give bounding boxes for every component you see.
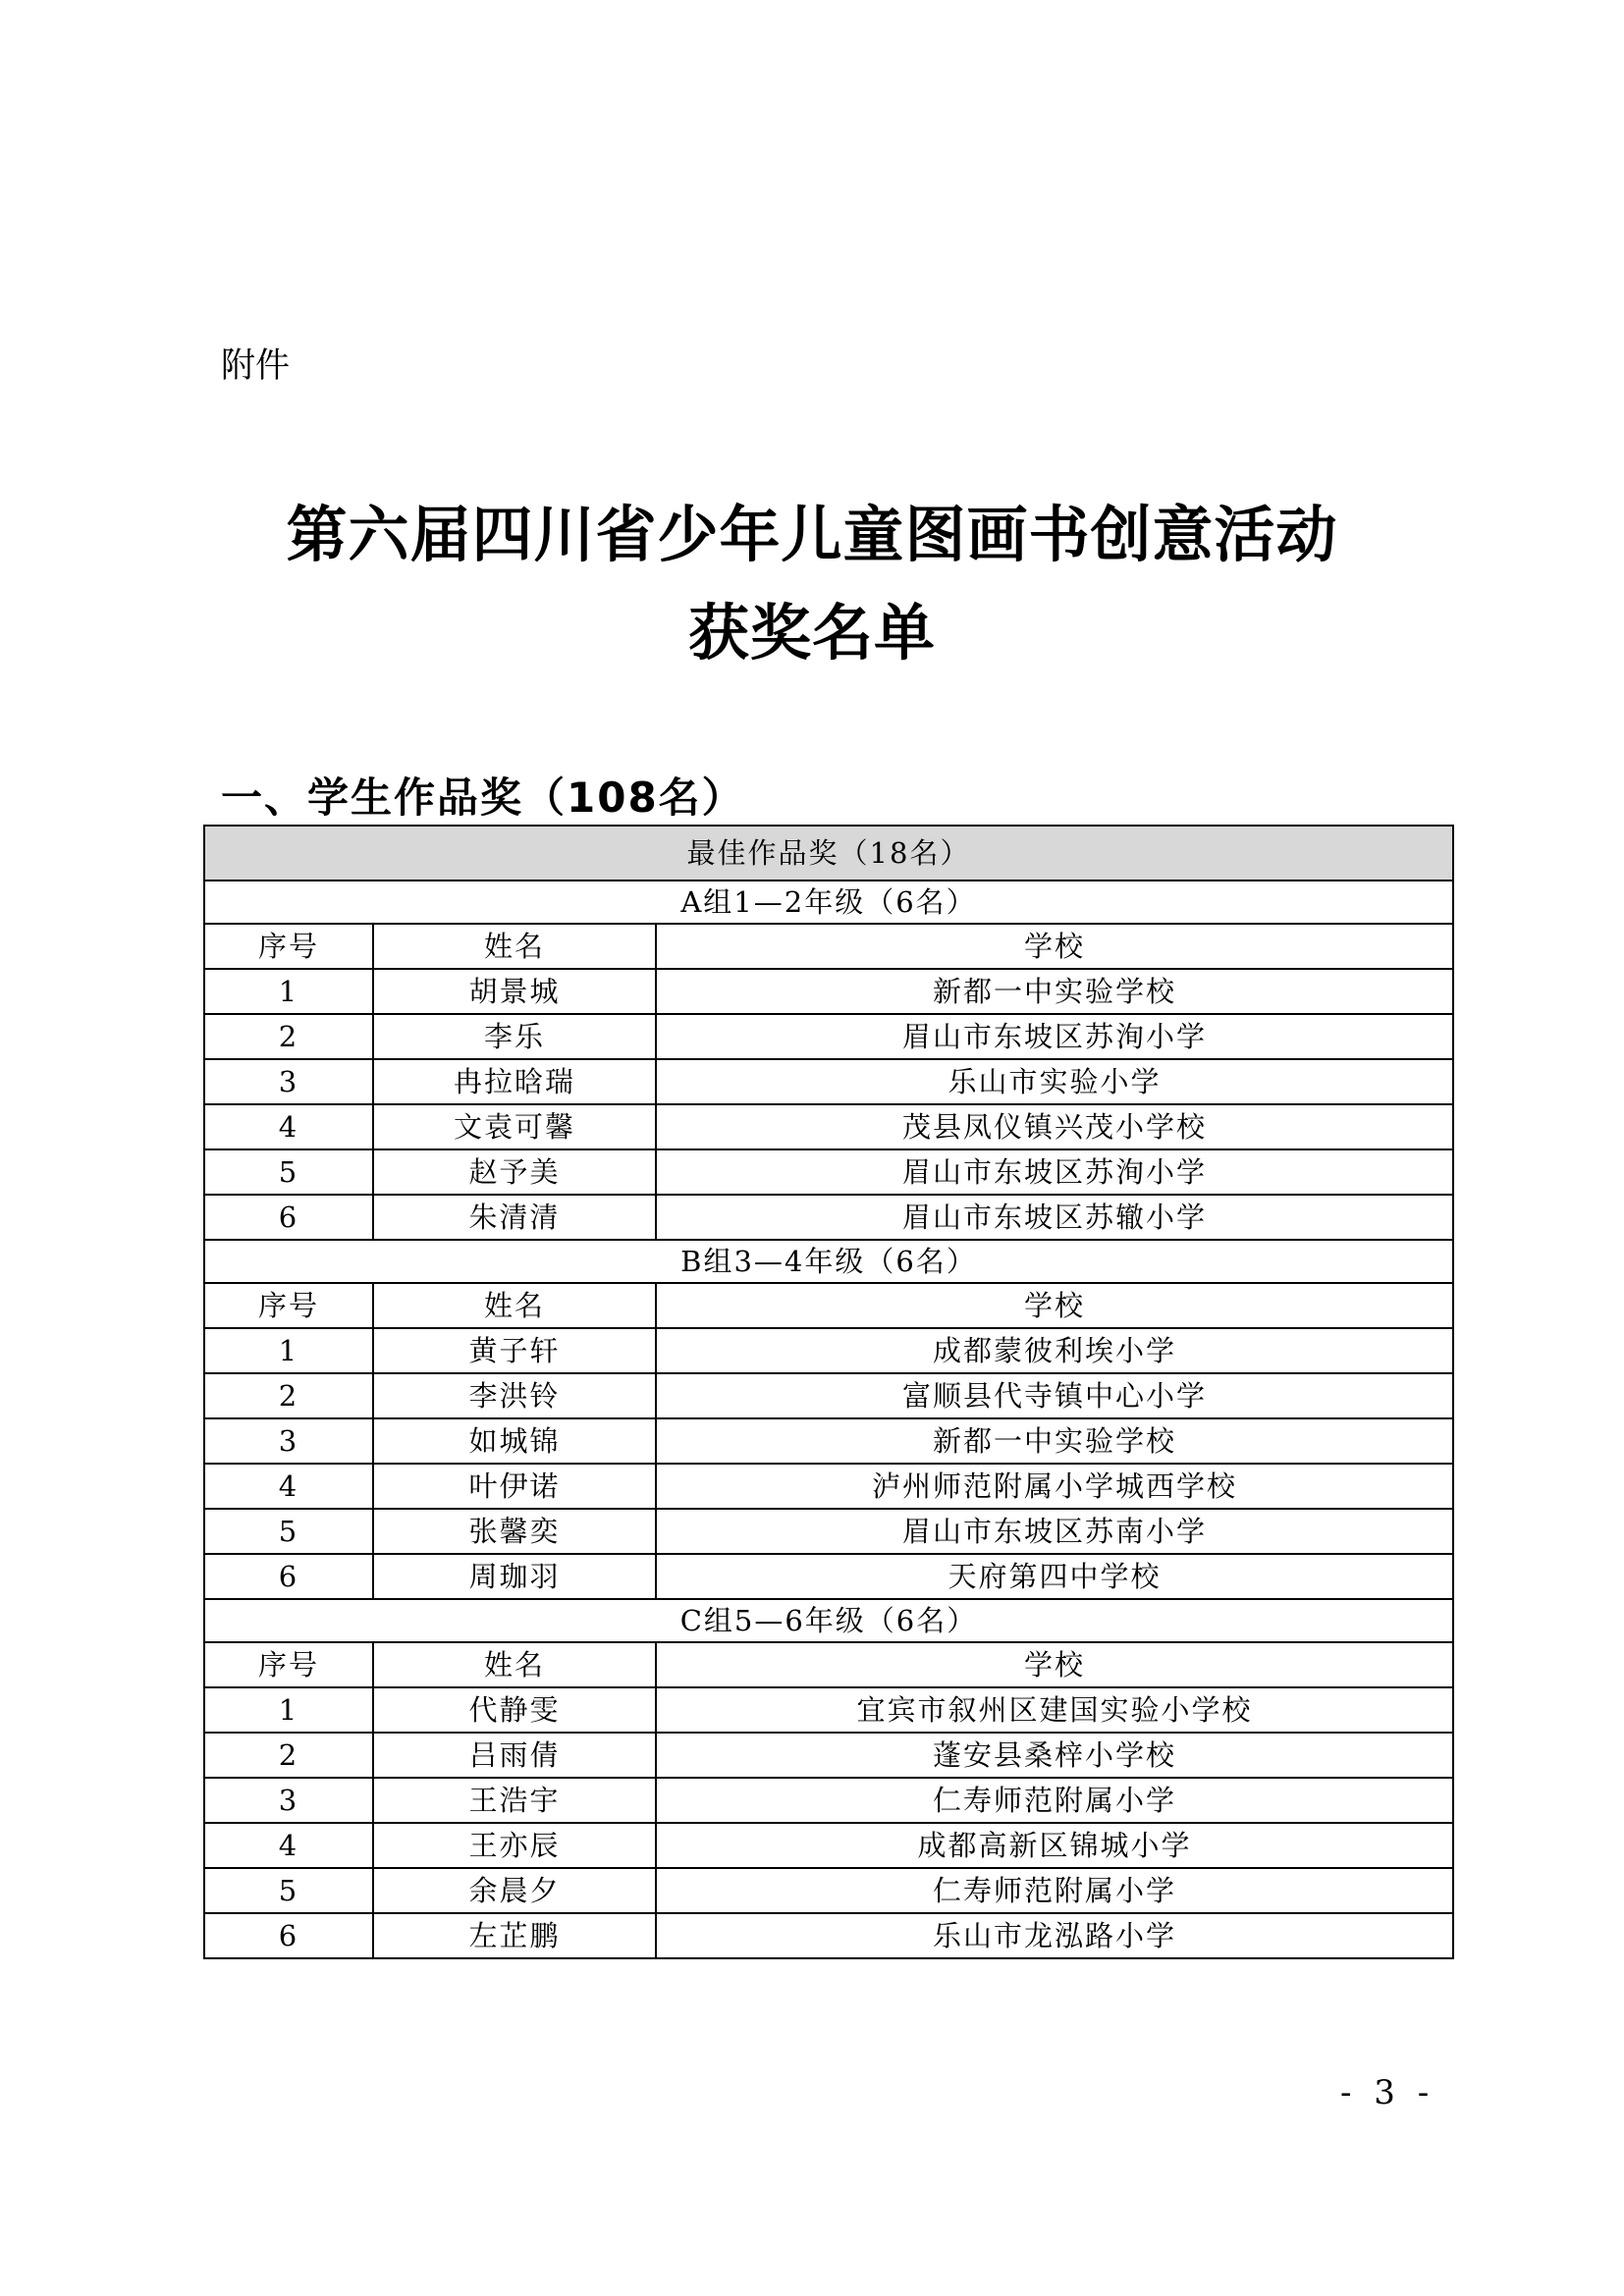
row-index: 4: [204, 1464, 373, 1509]
row-index: 4: [204, 1104, 373, 1149]
table-row: [204, 1464, 1453, 1509]
row-index: 1: [204, 969, 373, 1014]
group-header-row: [204, 881, 1453, 924]
column-header-name: 姓名: [373, 924, 656, 969]
row-index: 4: [204, 1823, 373, 1868]
group-title: B组3—4年级（6名）: [204, 1240, 1453, 1283]
document-title: 第六届四川省少年儿童图画书创意活动: [286, 499, 1338, 570]
student-name: 冉拉晗瑞: [373, 1059, 656, 1104]
row-index: 2: [204, 1014, 373, 1059]
student-name: 左芷鹏: [373, 1913, 656, 1958]
column-header-index: 序号: [204, 1283, 373, 1328]
student-name: 黄子轩: [373, 1328, 656, 1373]
school-name: 泸州师范附属小学城西学校: [656, 1464, 1453, 1509]
school-name: 眉山市东坡区苏辙小学: [656, 1195, 1453, 1240]
school-name: 乐山市龙泓路小学: [656, 1913, 1453, 1958]
page-number: - 3 -: [1340, 2073, 1435, 2112]
table-row: [204, 1373, 1453, 1418]
row-index: 1: [204, 1687, 373, 1733]
student-name: 文袁可馨: [373, 1104, 656, 1149]
school-name: 天府第四中学校: [656, 1554, 1453, 1599]
table-row: [204, 1733, 1453, 1778]
row-index: 2: [204, 1733, 373, 1778]
table-row: [204, 1778, 1453, 1823]
school-name: 新都一中实验学校: [656, 1418, 1453, 1464]
school-name: 新都一中实验学校: [656, 969, 1453, 1014]
column-header-row: [204, 1283, 1453, 1328]
student-name: 王浩宇: [373, 1778, 656, 1823]
row-index: 3: [204, 1418, 373, 1464]
table-row: [204, 1195, 1453, 1240]
award-category-title: 最佳作品奖（18名）: [204, 826, 1453, 881]
student-name: 代静雯: [373, 1687, 656, 1733]
column-header-row: [204, 924, 1453, 969]
column-header-school: 学校: [656, 1642, 1453, 1687]
school-name: 眉山市东坡区苏南小学: [656, 1509, 1453, 1554]
student-name: 吕雨倩: [373, 1733, 656, 1778]
school-name: 宜宾市叙州区建国实验小学校: [656, 1687, 1453, 1733]
document-subtitle: 获奖名单: [687, 597, 936, 668]
student-name: 叶伊诺: [373, 1464, 656, 1509]
row-index: 6: [204, 1195, 373, 1240]
column-header-school: 学校: [656, 1283, 1453, 1328]
section-heading: 一、学生作品奖（108名）: [221, 774, 745, 822]
table-row: [204, 1823, 1453, 1868]
column-header-row: [204, 1642, 1453, 1687]
row-index: 2: [204, 1373, 373, 1418]
row-index: 1: [204, 1328, 373, 1373]
student-name: 赵予美: [373, 1149, 656, 1195]
student-name: 李洪铃: [373, 1373, 656, 1418]
table-row: [204, 1328, 1453, 1373]
row-index: 3: [204, 1778, 373, 1823]
table-row: [204, 1059, 1453, 1104]
school-name: 仁寿师范附属小学: [656, 1778, 1453, 1823]
student-name: 王亦辰: [373, 1823, 656, 1868]
column-header-index: 序号: [204, 924, 373, 969]
row-index: 5: [204, 1868, 373, 1913]
school-name: 仁寿师范附属小学: [656, 1868, 1453, 1913]
table-row: [204, 969, 1453, 1014]
row-index: 3: [204, 1059, 373, 1104]
group-title: C组5—6年级（6名）: [204, 1599, 1453, 1642]
school-name: 茂县凤仪镇兴茂小学校: [656, 1104, 1453, 1149]
table-row: [204, 1104, 1453, 1149]
school-name: 蓬安县桑梓小学校: [656, 1733, 1453, 1778]
group-title: A组1—2年级（6名）: [204, 881, 1453, 924]
group-header-row: [204, 1240, 1453, 1283]
table-row: [204, 1149, 1453, 1195]
attachment-label: 附件: [221, 347, 291, 386]
student-name: 胡景城: [373, 969, 656, 1014]
group-header-row: [204, 1599, 1453, 1642]
table-row: [204, 1687, 1453, 1733]
row-index: 6: [204, 1554, 373, 1599]
column-header-name: 姓名: [373, 1642, 656, 1687]
student-name: 余晨夕: [373, 1868, 656, 1913]
school-name: 眉山市东坡区苏洵小学: [656, 1014, 1453, 1059]
award-category-row: [204, 826, 1453, 881]
row-index: 6: [204, 1913, 373, 1958]
student-name: 朱清清: [373, 1195, 656, 1240]
school-name: 乐山市实验小学: [656, 1059, 1453, 1104]
school-name: 眉山市东坡区苏洵小学: [656, 1149, 1453, 1195]
student-name: 李乐: [373, 1014, 656, 1059]
table-row: [204, 1868, 1453, 1913]
school-name: 富顺县代寺镇中心小学: [656, 1373, 1453, 1418]
column-header-index: 序号: [204, 1642, 373, 1687]
table-row: [204, 1913, 1453, 1958]
column-header-school: 学校: [656, 924, 1453, 969]
school-name: 成都高新区锦城小学: [656, 1823, 1453, 1868]
student-name: 如城锦: [373, 1418, 656, 1464]
column-header-name: 姓名: [373, 1283, 656, 1328]
table-row: [204, 1418, 1453, 1464]
school-name: 成都蒙彼利埃小学: [656, 1328, 1453, 1373]
awards-table: [203, 825, 1454, 1959]
student-name: 周珈羽: [373, 1554, 656, 1599]
table-row: [204, 1509, 1453, 1554]
student-name: 张馨奕: [373, 1509, 656, 1554]
row-index: 5: [204, 1509, 373, 1554]
row-index: 5: [204, 1149, 373, 1195]
table-row: [204, 1014, 1453, 1059]
table-row: [204, 1554, 1453, 1599]
